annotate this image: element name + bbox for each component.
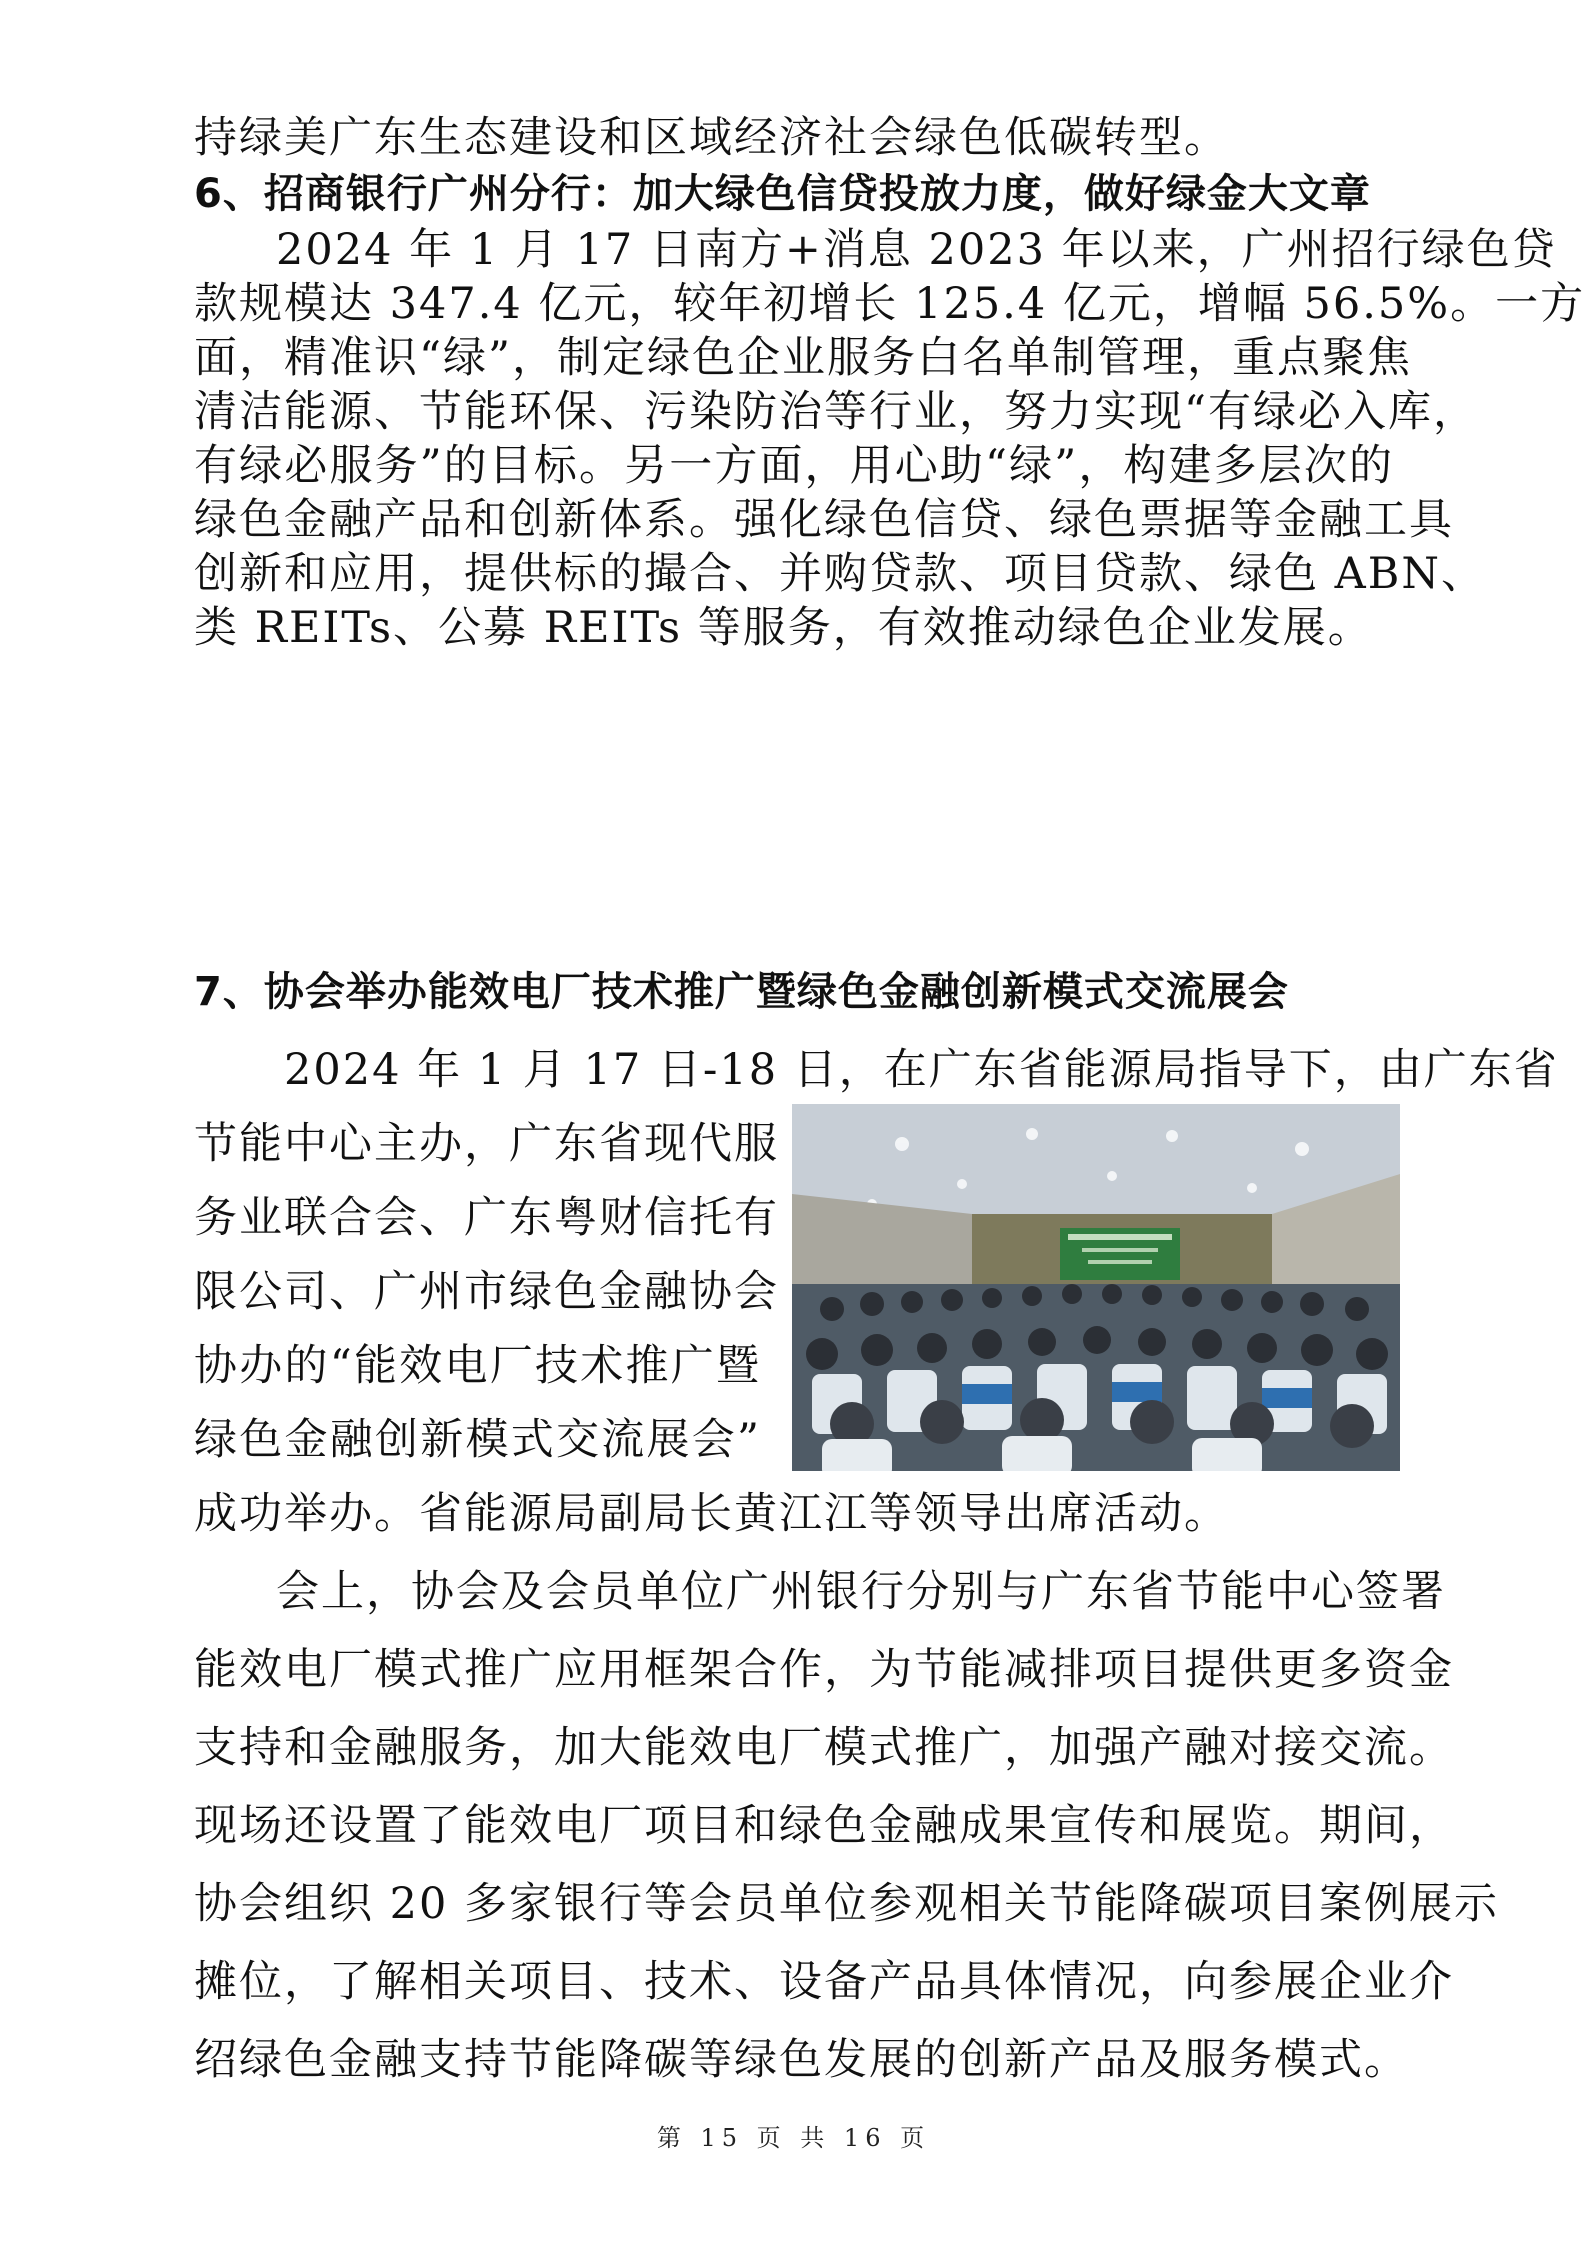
paragraph-line: 协办的“能效电厂技术推广暨 bbox=[194, 1341, 761, 1391]
paragraph-line: 会上，协会及会员单位广州银行分别与广东省节能中心签署 bbox=[276, 1567, 1446, 1617]
paragraph-line: 现场还设置了能效电厂项目和绿色金融成果宣传和展览。期间， bbox=[194, 1801, 1454, 1851]
paragraph-line: 款规模达 347.4 亿元，较年初增长 125.4 亿元，增幅 56.5%。一方 bbox=[194, 279, 1586, 329]
paragraph-line: 限公司、广州市绿色金融协会 bbox=[194, 1267, 779, 1317]
paragraph-line: 2024 年 1 月 17 日-18 日，在广东省能源局指导下，由广东省 bbox=[284, 1045, 1559, 1095]
section-7-heading: 7、协会举办能效电厂技术推广暨绿色金融创新模式交流展会 bbox=[194, 969, 1289, 1015]
paragraph-line: 2024 年 1 月 17 日南方+消息 2023 年以来，广州招行绿色贷 bbox=[276, 225, 1557, 275]
paragraph-line: 能效电厂模式推广应用框架合作，为节能减排项目提供更多资金 bbox=[194, 1645, 1454, 1695]
paragraph-line: 绍绿色金融支持节能降碳等绿色发展的创新产品及服务模式。 bbox=[194, 2035, 1409, 2085]
paragraph-line: 类 REITs、公募 REITs 等服务，有效推动绿色企业发展。 bbox=[194, 603, 1373, 653]
paragraph-line: 面，精准识“绿”，制定绿色企业服务白名单制管理，重点聚焦 bbox=[194, 333, 1412, 383]
paragraph-line: 有绿必服务”的目标。另一方面，用心助“绿”，构建多层次的 bbox=[194, 441, 1394, 491]
section-6-heading: 6、招商银行广州分行：加大绿色信贷投放力度，做好绿金大文章 bbox=[194, 171, 1371, 217]
paragraph-line: 务业联合会、广东粤财信托有 bbox=[194, 1193, 779, 1243]
paragraph-line: 绿色金融产品和创新体系。强化绿色信贷、绿色票据等金融工具 bbox=[194, 495, 1454, 545]
conference-photo bbox=[792, 1104, 1400, 1471]
paragraph-line: 绿色金融创新模式交流展会” bbox=[194, 1415, 761, 1465]
paragraph-line: 成功举办。省能源局副局长黄江江等领导出席活动。 bbox=[194, 1489, 1229, 1539]
paragraph-line: 摊位，了解相关项目、技术、设备产品具体情况，向参展企业介 bbox=[194, 1957, 1454, 2007]
paragraph-line: 节能中心主办，广东省现代服 bbox=[194, 1119, 779, 1169]
page-footer: 第 15 页 共 16 页 bbox=[656, 2124, 931, 2152]
paragraph-line: 协会组织 20 多家银行等会员单位参观相关节能降碳项目案例展示 bbox=[194, 1879, 1500, 1929]
paragraph-line: 创新和应用，提供标的撮合、并购贷款、项目贷款、绿色 ABN、 bbox=[194, 549, 1486, 599]
paragraph-line: 清洁能源、节能环保、污染防治等行业，努力实现“有绿必入库， bbox=[194, 387, 1478, 437]
paragraph-line: 持绿美广东生态建设和区域经济社会绿色低碳转型。 bbox=[194, 113, 1229, 163]
paragraph-line: 支持和金融服务，加大能效电厂模式推广，加强产融对接交流。 bbox=[194, 1723, 1454, 1773]
